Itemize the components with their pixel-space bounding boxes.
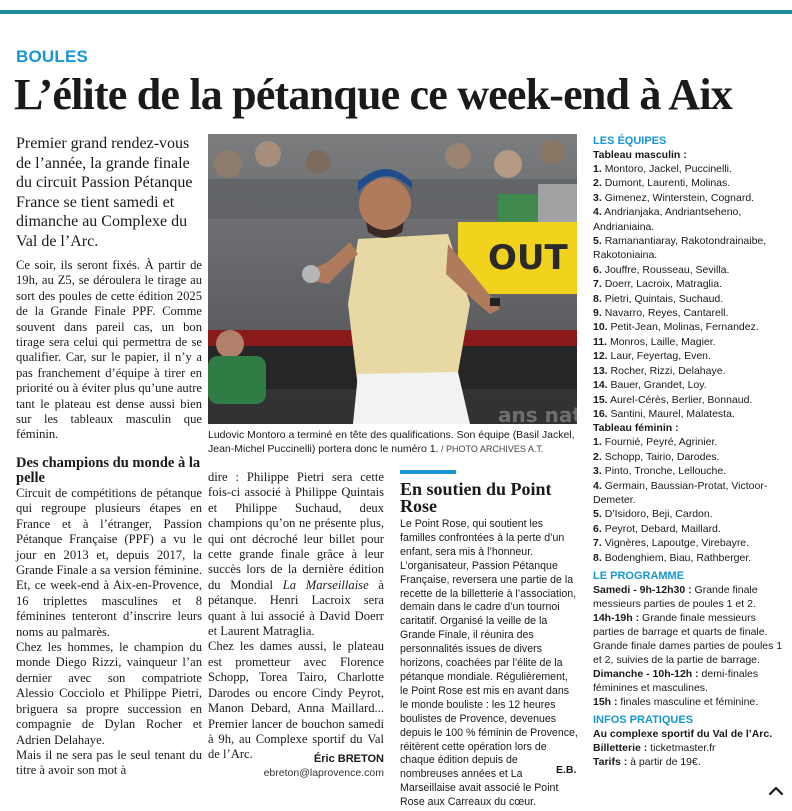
team-players: Vignères, Lapoutge, Virebayre. (604, 537, 750, 550)
team-number: 10. (593, 321, 608, 334)
photo-illustration (208, 134, 577, 424)
team-players: Santini, Maurel, Malatesta. (610, 407, 735, 420)
author-email: ebreton@laprovence.com (263, 767, 384, 779)
team-number: 8. (593, 292, 602, 305)
team-players: Schopp, Tairio, Darodes. (604, 450, 720, 463)
team-number: 13. (593, 364, 608, 377)
team-number: 3. (593, 465, 602, 478)
info-prices (593, 755, 783, 769)
box-accent-bar (400, 470, 456, 474)
team-entry (593, 536, 783, 550)
column-1-body (16, 486, 202, 779)
section-rubric: BOULES (16, 47, 89, 66)
team-number: 2. (593, 450, 602, 463)
team-players: Monros, Laille, Magier. (609, 335, 716, 348)
body-paragraph: Chez les hommes, le champion du monde Diego Rizzi, vainqueur l’an dernier avec son compatriote Alessio Cocciolo et Philippe Pietri, briguera sa propre succession en compagnie de Dylan Rocher et Adrien Delahaye. (16, 640, 202, 747)
team-entry (593, 205, 783, 234)
caption-text: Ludovic Montoro a terminé en tête des qualifications. Son équipe (Basil Jackel, Jean-Michel Puccinelli) portera donc le numéro 1. (208, 429, 575, 455)
team-entry (593, 507, 783, 521)
team-players: Bauer, Grandet, Loy. (610, 379, 707, 392)
team-entry (593, 335, 783, 349)
team-number: 14. (593, 379, 608, 392)
program-heading: LE PROGRAMME (593, 569, 685, 582)
program-entry (593, 695, 783, 709)
body-text-part: à pétanque. Henri Lacroix sera quant à lui associé à David Doerr et Laurent Matraglia. (208, 577, 384, 639)
team-number: 7. (593, 537, 602, 550)
men-teams-list (593, 162, 783, 421)
program-entry (593, 667, 783, 695)
program-description: demi-finales féminines et masculines. (593, 667, 759, 694)
body-paragraph: Chez les dames aussi, le plateau est prometteur avec Florence Schopp, Torea Tairo, Charlotte Darodes ou encore Cindy Peyrot, Manon Debard, Anna Maillard... Premier lancer de bouchon samedi à 9h, au Complexe sportif du Val de l’Arc. (208, 639, 384, 762)
body-paragraph: Circuit de compétitions de pétanque qui regroupe plusieurs étapes en France et à l’étranger, Passion Pétanque Française (PPF) a vu le jour en 2013 et, depuis 2017, la Grande Finale a sa version féminine. Et, ce week-end à Aix-en-Provence, 16 triplettes masculines et 8 féminines tenteront d’inscrire leurs noms au palmarès. (16, 486, 202, 639)
intro-paragraph: Ce soir, ils seront fixés. À partir de 19h, au Z5, se déroulera le tirage au sort des poules de cette édition 2025 de la Grande Finale PPF. Comme souvent dans pareil cas, un bon tirage sera celui qui permettra de se qualifier. Car, sur le papier, il n’y a pas franchement d’équipe à tirer en priorité ou à éviter plus qu’une autre tant le plateau est dense aussi bien sur les tableaux masculin que féminin. (16, 258, 202, 442)
team-entry (593, 551, 783, 565)
article-photo (208, 134, 577, 424)
newspaper-title: La Marseillaise (282, 577, 369, 592)
team-entry (593, 263, 783, 277)
program-time: Samedi - 9h-12h30 : (593, 583, 692, 596)
program-time: 14h-19h : (593, 611, 640, 624)
team-number: 7. (593, 278, 602, 291)
team-entry (593, 320, 783, 334)
team-number: 8. (593, 551, 602, 564)
body-text-part: dire : Philippe Pietri sera cette fois-ci associé à Philippe Quintais et Philippe Suchaud, deux champions qu’on ne présente plus, qui ont décroché leur billet pour cette grande finale grâce à leur succès lors de la dernière édition du Mondial (208, 470, 384, 592)
team-players: Aurel-Cérès, Berlier, Bonnaud. (609, 393, 753, 406)
team-players: Bodenghiem, Biau, Rathberger. (604, 551, 752, 564)
team-entry (593, 393, 783, 407)
team-entry (593, 191, 783, 205)
team-entry (593, 292, 783, 306)
team-players: Jouffre, Rousseau, Sevilla. (604, 263, 730, 276)
team-players: Fournié, Peyré, Agrinier. (604, 436, 718, 449)
team-entry (593, 378, 783, 392)
program-time: Dimanche - 10h-12h : (593, 667, 699, 680)
team-number: 6. (593, 263, 602, 276)
info-sidebar (593, 134, 783, 769)
team-number: 1. (593, 163, 602, 175)
info-heading: INFOS PRATIQUES (593, 713, 694, 726)
team-entry (593, 364, 783, 378)
program-description: Grande finale messieurs parties de poules 1 et 2. (593, 583, 758, 610)
team-players: Andrianjaka, Andriantseheno, Andrianiaina. (593, 206, 742, 233)
team-entry (593, 435, 783, 449)
team-entry (593, 450, 783, 464)
team-entry (593, 162, 783, 176)
team-players: Pinto, Tronche, Lellouche. (604, 465, 727, 478)
team-players: Pietri, Quintais, Suchaud. (604, 292, 724, 305)
team-players: Navarro, Reyes, Cantarell. (604, 307, 729, 320)
team-number: 4. (593, 206, 602, 219)
box-title: En soutien du Point Rose (400, 479, 552, 516)
team-players: Germain, Baussian-Protat, Victoor-Demeter. (593, 479, 768, 506)
team-number: 5. (593, 508, 602, 521)
team-players: Montoro, Jackel, Puccinelli. (604, 163, 732, 175)
team-players: Peyrot, Debard, Maillard. (604, 522, 721, 535)
team-players: Doerr, Lacroix, Matraglia. (604, 278, 722, 291)
box-text: Le Point Rose, qui soutient les familles confrontées à la perte d’un enfant, sera mis à l’honneur. L’organisateur, Passion Pétanque Française, reversera une partie de la recette de la billetterie à l’association, demain dans le cadre d’un tournoi caritatif. Organisé la veille de la Grande Finale, il réunira des personnalités issues de divers horizons, coachées par l’élite de la pétanque mondiale. Régulièrement, le Point Rose est mis en avant dans le monde bouliste : les 12 heures boulistes de Provence, devenues depuis le 100 % féminin de Provence, réitèrent cette opération lors de chaque édition depuis de nombreuses années et La Marseillaise avait associé le Point Rose aux Carreaux du cœur. (400, 518, 578, 809)
team-entry (593, 349, 783, 363)
team-entry (593, 407, 783, 421)
program-time: 15h : (593, 695, 618, 708)
team-players: Petit-Jean, Molinas, Fernandez. (610, 321, 759, 334)
body-paragraph: Mais il ne sera pas le seul tenant du titre à avoir son mot à (16, 747, 202, 778)
article-headline: L’élite de la pétanque ce week-end à Aix (14, 70, 732, 119)
team-entry (593, 176, 783, 190)
program-description: Grande finale messieurs parties de barrage et quarts de finale. Grande finale dames parties de poules 1 et 2, suivies de la partie de barrage. (593, 611, 783, 666)
team-number: 1. (593, 436, 602, 449)
team-entry (593, 277, 783, 291)
author-name: Éric BRETON (313, 753, 384, 765)
team-number: 3. (593, 191, 602, 204)
team-players: Rocher, Rizzi, Delahaye. (610, 364, 726, 377)
teams-heading: LES ÉQUIPES (593, 135, 667, 147)
info-ticketing (593, 741, 783, 755)
info-venue: Au complexe sportif du Val de l’Arc. (593, 727, 773, 740)
photo-caption (208, 428, 577, 456)
team-entry (593, 464, 783, 478)
team-number: 4. (593, 479, 602, 492)
team-entry (593, 306, 783, 320)
banner-text: OUT (488, 238, 568, 278)
team-number: 15. (593, 393, 608, 406)
team-entry (593, 522, 783, 536)
team-number: 2. (593, 177, 602, 190)
section-title: Des champions du monde à la pelle (16, 455, 201, 486)
men-table-heading: Tableau masculin : (593, 149, 687, 161)
photo-credit: / PHOTO ARCHIVES A.T. (438, 444, 544, 454)
info-value: ticketmaster.fr (647, 741, 716, 754)
team-players: Laur, Feyertag, Even. (610, 350, 711, 363)
team-number: 12. (593, 350, 608, 363)
team-players: D’Isidoro, Beji, Cardon. (604, 508, 713, 521)
chevron-up-icon[interactable] (766, 781, 786, 801)
box-signature: E.B. (556, 764, 577, 776)
info-value: à partir de 19€. (627, 755, 701, 768)
program-entry (593, 611, 783, 667)
women-teams-list (593, 435, 783, 565)
program-description: finales masculine et féminine. (617, 695, 759, 708)
team-entry (593, 479, 783, 508)
body-paragraph (208, 470, 384, 639)
program-list (593, 583, 783, 709)
team-players: Dumont, Laurenti, Molinas. (604, 177, 731, 190)
team-number: 6. (593, 522, 602, 535)
team-number: 16. (593, 407, 608, 420)
team-number: 11. (593, 335, 608, 348)
team-players: Gimenez, Winterstein, Cognard. (604, 191, 755, 204)
team-number: 9. (593, 307, 602, 320)
program-entry (593, 583, 783, 611)
team-entry (593, 234, 783, 263)
column-2-body (208, 470, 384, 763)
women-table-heading: Tableau féminin : (593, 422, 679, 435)
team-players: Ramanantiaray, Rakotondrainaibe, Rakotoniaina. (593, 235, 767, 262)
info-label: Tarifs : (593, 755, 628, 768)
article-lead: Premier grand rendez-vous de l’année, la grande finale du circuit Passion Pétanque France se tient samedi et dimanche au Complexe du Val de l’Arc. (16, 135, 193, 250)
team-number: 5. (593, 235, 602, 248)
top-rule (0, 10, 792, 14)
info-label: Billetterie : (593, 741, 648, 754)
